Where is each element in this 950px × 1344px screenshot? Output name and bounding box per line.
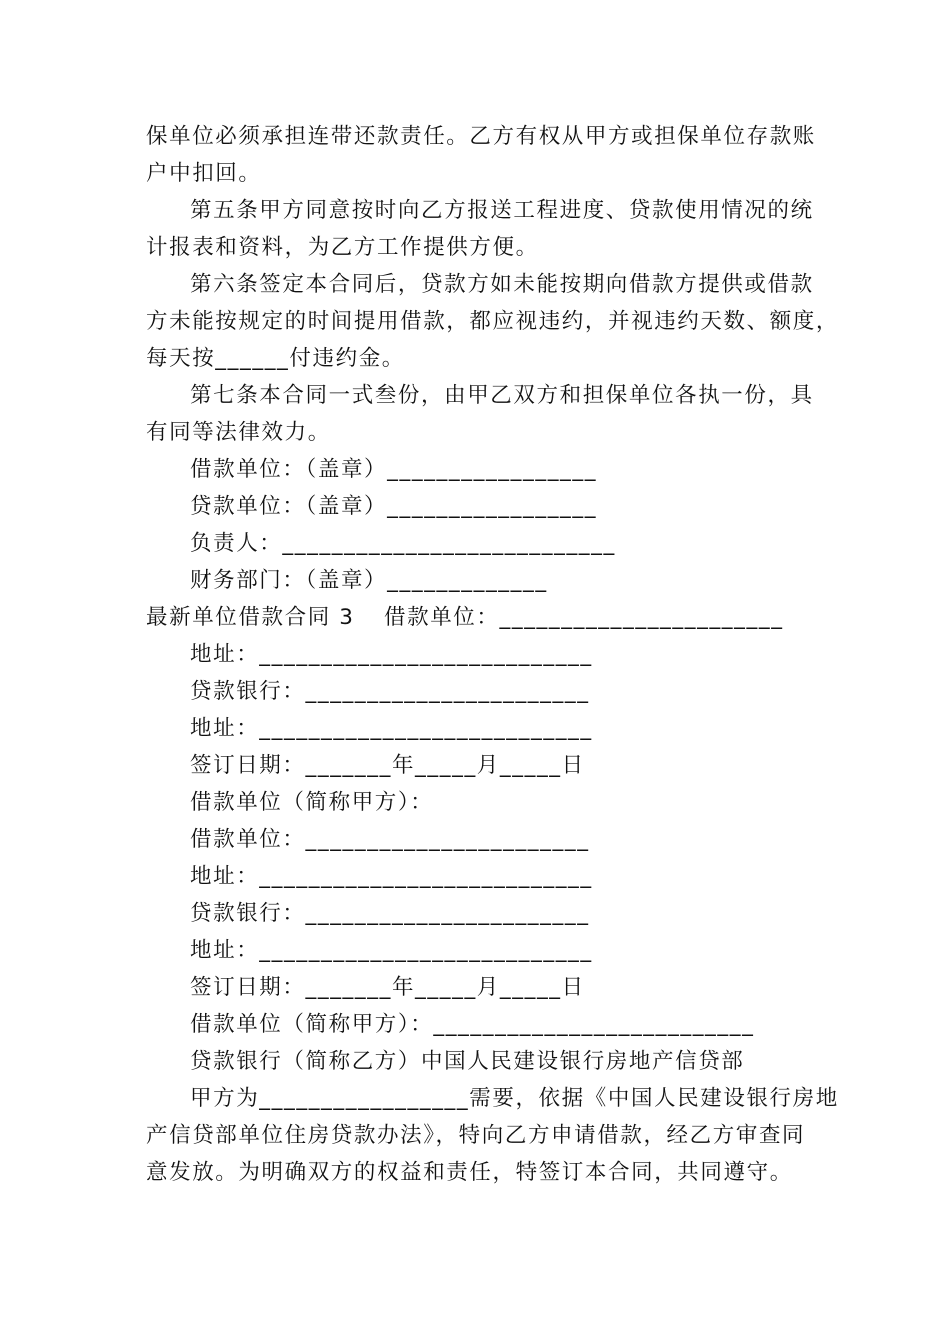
text-line: 第五条甲方同意按时向乙方报送工程进度、贷款使用情况的统 <box>190 198 814 223</box>
text-line: 产信贷部单位住房贷款办法》，特向乙方申请借款，经乙方审查同 <box>146 1123 806 1148</box>
form-field: 地址：___________________________ <box>190 642 593 667</box>
signature-field: 财务部门：（盖章）_____________ <box>190 568 548 593</box>
text-line: 计报表和资料，为乙方工作提供方便。 <box>146 235 539 260</box>
form-field: 地址：___________________________ <box>190 864 593 889</box>
text-line: 甲方为_________________需要，依据《中国人民建设银行房地 <box>190 1086 839 1111</box>
text-line: 方未能按规定的时间提用借款，都应视违约，并视违约天数、额度， <box>146 309 840 334</box>
section-title: 最新单位借款合同 3 <box>146 605 355 630</box>
text-line: 每天按______付违约金。 <box>146 346 405 371</box>
form-field: 借款单位：_______________________ <box>384 605 784 630</box>
text-line: 有同等法律效力。 <box>146 420 331 445</box>
form-field: 贷款银行：_______________________ <box>190 901 590 926</box>
form-field: 借款单位（简称甲方）： <box>190 790 434 815</box>
signature-field: 贷款单位：（盖章）_________________ <box>190 494 598 519</box>
form-field: 地址：___________________________ <box>190 716 593 741</box>
form-field: 借款单位：_______________________ <box>190 827 590 852</box>
form-field: 贷款银行：_______________________ <box>190 679 590 704</box>
text-line: 意发放。为明确双方的权益和责任，特签订本合同，共同遵守。 <box>146 1160 793 1185</box>
text-line: 第六条签定本合同后，贷款方如未能按期向借款方提供或借款 <box>190 272 814 297</box>
signature-field: 借款单位：（盖章）_________________ <box>190 457 598 482</box>
text-line: 户中扣回。 <box>146 161 262 186</box>
text-line: 第七条本合同一式叁份，由甲乙双方和担保单位各执一份，具 <box>190 383 814 408</box>
signature-field: 负责人：___________________________ <box>190 531 616 556</box>
form-field: 签订日期：_______年_____月_____日 <box>190 753 585 778</box>
form-field: 借款单位（简称甲方）：__________________________ <box>190 1012 755 1037</box>
text-line: 保单位必须承担连带还款责任。乙方有权从甲方或担保单位存款账 <box>146 124 816 149</box>
form-field: 地址：___________________________ <box>190 938 593 963</box>
form-field: 签订日期：_______年_____月_____日 <box>190 975 585 1000</box>
text-line: 贷款银行（简称乙方）中国人民建设银行房地产信贷部 <box>190 1049 745 1074</box>
